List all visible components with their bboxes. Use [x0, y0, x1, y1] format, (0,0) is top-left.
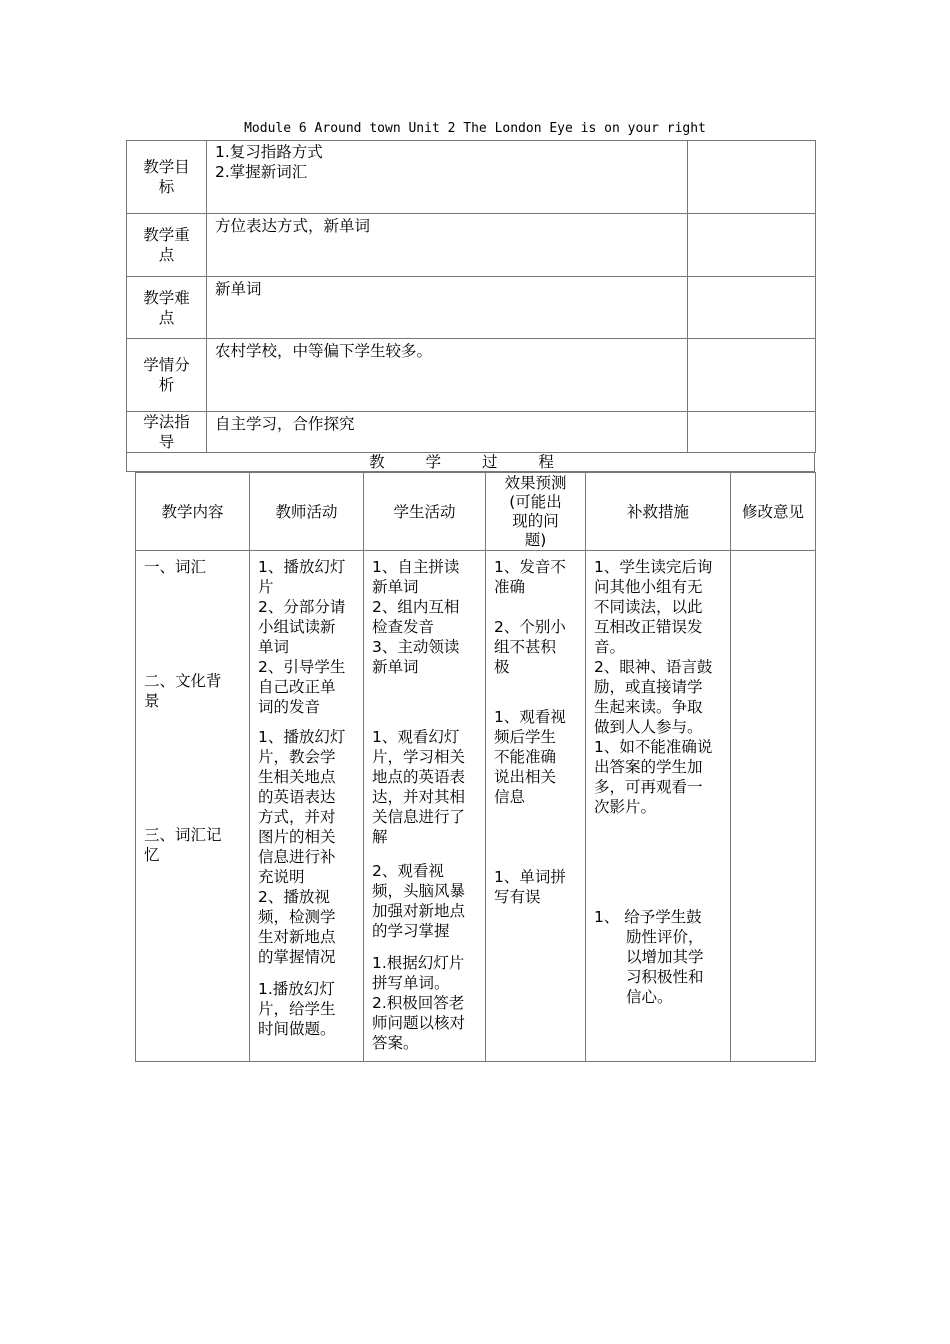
label-line: 教学目 — [143, 158, 190, 176]
effect-line: 1、观看视 — [494, 708, 566, 726]
student-line: 1、自主拼读 — [372, 558, 460, 576]
teacher-line: 片 — [258, 578, 274, 596]
content-item: 三、词汇记 — [144, 826, 222, 844]
label-methods — [127, 412, 207, 453]
content-line: 方位表达方式，新单词 — [215, 217, 371, 235]
student-line: 拼写单词。 — [372, 974, 450, 992]
process-table — [135, 472, 816, 1062]
content-item: 忆 — [144, 846, 160, 864]
row-difficulties — [127, 277, 816, 339]
student-line: 1.根据幻灯片 — [372, 954, 465, 972]
remedy-line: 信心。 — [626, 988, 673, 1006]
student-line: 片，学习相关 — [372, 748, 466, 766]
student-line: 达，并对其相 — [372, 788, 466, 806]
teacher-line: 生相关地点 — [258, 768, 336, 786]
teacher-line: 小组试读新 — [258, 618, 336, 636]
effect-line: 2、个别小 — [494, 618, 566, 636]
effect-line: 准确 — [494, 578, 526, 596]
row-student-analysis — [127, 339, 816, 412]
content-item: 一、词汇 — [144, 558, 207, 576]
effect-line: 1、发音不 — [494, 558, 566, 576]
label-line: 析 — [158, 376, 175, 394]
process-body-row — [136, 551, 816, 1062]
teacher-line: 1.播放幻灯 — [258, 980, 335, 998]
content-line: 1.复习指路方式 — [215, 143, 323, 161]
label-line: 标 — [158, 178, 175, 196]
teacher-line: 频，检测学 — [258, 908, 336, 926]
remedy-line: 做到人人参与。 — [594, 718, 703, 736]
label-key-points — [127, 214, 207, 277]
row-key-points — [127, 214, 816, 277]
remedy-line: 励，或直接请学 — [594, 678, 703, 696]
teacher-line: 1、播放幻灯 — [258, 558, 346, 576]
remedy-line: 不同读法，以此 — [594, 598, 703, 616]
note-student-analysis — [688, 339, 816, 412]
student-line: 2、组内互相 — [372, 598, 460, 616]
row-methods — [127, 412, 816, 453]
teacher-line: 自己改正单 — [258, 678, 336, 696]
teacher-line: 2、播放视 — [258, 888, 330, 906]
student-line: 答案。 — [372, 1034, 419, 1052]
info-table — [126, 140, 816, 453]
teacher-line: 2、分部分请 — [258, 598, 346, 616]
student-line: 加强对新地点 — [372, 902, 466, 920]
remedy-line: 音。 — [594, 638, 626, 656]
effect-line: 组不甚积 — [494, 638, 557, 656]
effect-line: 信息 — [494, 788, 526, 806]
student-line: 1、观看幻灯 — [372, 728, 460, 746]
label-difficulties — [127, 277, 207, 339]
remedy-line: 出答案的学生加 — [594, 758, 703, 776]
remedy-line: 以增加其学 — [626, 948, 704, 966]
note-methods — [688, 412, 816, 453]
process-title: 教 学 过 程 — [126, 453, 815, 472]
cell-content — [136, 551, 250, 1062]
remedy-line: 励性评价， — [626, 928, 704, 946]
cell-note — [731, 551, 816, 1062]
document-title: Module 6 Around town Unit 2 The London Eye is on your right — [244, 121, 706, 136]
teacher-line: 片，给学生 — [258, 1000, 336, 1018]
row-objectives — [127, 141, 816, 214]
remedy-line: 1、如不能准确说 — [594, 738, 713, 756]
header-content: 教学内容 — [136, 473, 250, 551]
teacher-line: 充说明 — [258, 868, 305, 886]
teacher-line: 方式，并对 — [258, 808, 336, 826]
remedy-line: 次影片。 — [594, 798, 657, 816]
content-difficulties — [207, 277, 688, 339]
student-line: 师问题以核对 — [372, 1014, 466, 1032]
teacher-line: 1、播放幻灯 — [258, 728, 346, 746]
label-line: 学情分 — [143, 356, 190, 374]
cell-effect — [486, 551, 586, 1062]
content-item: 二、文化背 — [144, 672, 222, 690]
content-student-analysis — [207, 339, 688, 412]
student-line: 2、观看视 — [372, 862, 444, 880]
student-line: 新单词 — [372, 658, 419, 676]
label-line: 教学重 — [143, 226, 190, 244]
header-note: 修改意见 — [731, 473, 816, 551]
teacher-line: 信息进行补 — [258, 848, 336, 866]
student-line: 关信息进行了 — [372, 808, 466, 826]
cell-remedy — [586, 551, 731, 1062]
student-line: 地点的英语表 — [372, 768, 466, 786]
student-line: 的学习掌握 — [372, 922, 450, 940]
content-line: 农村学校，中等偏下学生较多。 — [215, 342, 433, 360]
content-methods — [207, 412, 688, 453]
teacher-line: 的英语表达 — [258, 788, 336, 806]
label-student-analysis — [127, 339, 207, 412]
effect-line: 说出相关 — [494, 768, 557, 786]
label-objectives — [127, 141, 207, 214]
header-effect-text: 效果预测 (可能出 现的问 题) — [504, 473, 567, 549]
remedy-line: 多，可再观看一 — [594, 778, 703, 796]
teacher-line: 词的发音 — [258, 698, 321, 716]
label-line: 点 — [158, 308, 175, 327]
student-line: 3、主动领读 — [372, 638, 460, 656]
remedy-line: 问其他小组有无 — [594, 578, 703, 596]
student-line: 2.积极回答老 — [372, 994, 465, 1012]
content-objectives — [207, 141, 688, 214]
content-key-points — [207, 214, 688, 277]
header-effect — [486, 473, 586, 551]
student-line: 新单词 — [372, 578, 419, 596]
content-line: 自主学习，合作探究 — [215, 415, 355, 433]
effect-line: 1、单词拼 — [494, 868, 566, 886]
student-line: 频，头脑风暴 — [372, 882, 466, 900]
cell-student — [364, 551, 486, 1062]
effect-line: 极 — [494, 658, 510, 676]
remedy-line: 1、 给予学生鼓 — [594, 908, 702, 926]
content-line: 新单词 — [215, 280, 262, 298]
remedy-line: 1、学生读完后询 — [594, 558, 713, 576]
label-line: 教学难 — [143, 288, 190, 307]
note-key-points — [688, 214, 816, 277]
label-line: 导 — [158, 433, 175, 451]
effect-line: 频后学生 — [494, 728, 557, 746]
teacher-line: 图片的相关 — [258, 828, 336, 846]
teacher-line: 片，教会学 — [258, 748, 336, 766]
teacher-line: 时间做题。 — [258, 1020, 336, 1038]
header-remedy: 补救措施 — [586, 473, 731, 551]
effect-line: 不能准确 — [494, 748, 557, 766]
teacher-line: 2、引导学生 — [258, 658, 346, 676]
remedy-line: 互相改正错误发 — [594, 618, 703, 636]
process-header-row — [136, 473, 816, 551]
cell-teacher — [250, 551, 364, 1062]
note-difficulties — [688, 277, 816, 339]
remedy-line: 生起来读。争取 — [594, 698, 703, 716]
effect-line: 写有误 — [494, 888, 541, 906]
remedy-line: 2、眼神、语言鼓 — [594, 658, 713, 676]
label-line: 点 — [158, 246, 175, 264]
header-teacher: 教师活动 — [250, 473, 364, 551]
remedy-line: 习积极性和 — [626, 968, 704, 986]
content-item: 景 — [144, 692, 160, 710]
student-line: 检查发音 — [372, 618, 435, 636]
label-line: 学法指 — [143, 413, 190, 431]
teacher-line: 单词 — [258, 638, 290, 656]
note-objectives — [688, 141, 816, 214]
teacher-line: 的掌握情况 — [258, 948, 336, 966]
student-line: 解 — [372, 828, 388, 846]
content-line: 2.掌握新词汇 — [215, 163, 308, 181]
header-student: 学生活动 — [364, 473, 486, 551]
teacher-line: 生对新地点 — [258, 928, 336, 946]
